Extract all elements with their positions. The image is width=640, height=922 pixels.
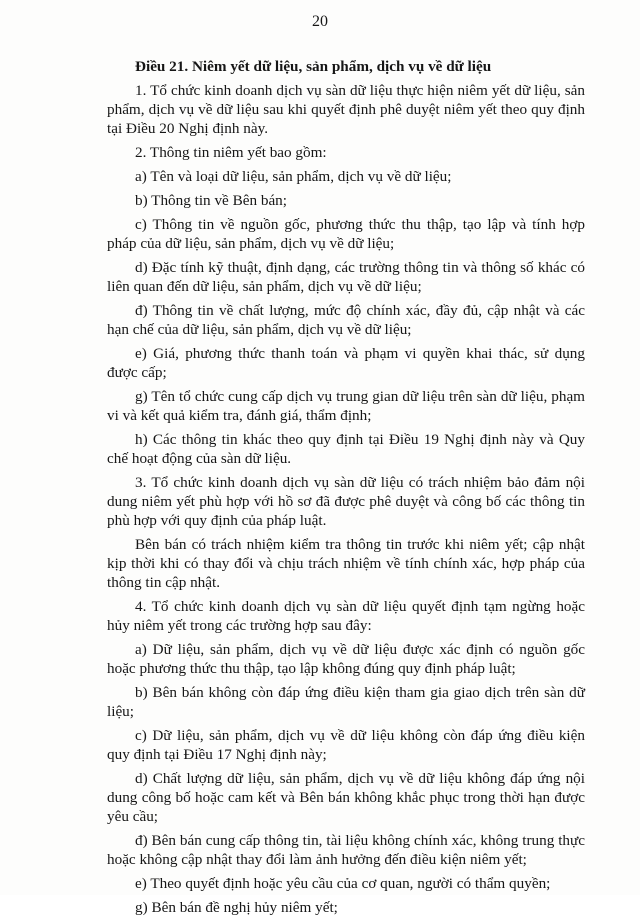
paragraph: g) Tên tổ chức cung cấp dịch vụ trung gian dữ liệu trên sàn dữ liệu, phạm vi và kết quả kiểm tra, đánh giá, thẩm định; [107, 388, 585, 424]
paragraph: đ) Bên bán cung cấp thông tin, tài liệu không chính xác, không trung thực hoặc không cập nhật thay đổi làm ảnh hưởng đến điều kiện niêm yết; [107, 832, 585, 868]
article-heading: Điều 21. Niêm yết dữ liệu, sản phẩm, dịch vụ về dữ liệu [135, 58, 492, 75]
page-number: 20 [312, 13, 328, 30]
paragraph: d) Chất lượng dữ liệu, sản phẩm, dịch vụ về dữ liệu không đáp ứng nội dung công bố hoặc cam kết và Bên bán không khắc phục trong thời hạn được yêu cầu; [107, 770, 585, 825]
paragraph: b) Thông tin về Bên bán; [135, 192, 287, 209]
paragraph: đ) Thông tin về chất lượng, mức độ chính xác, đầy đủ, cập nhật và các hạn chế của dữ liệu, sản phẩm, dịch vụ về dữ liệu; [107, 302, 585, 338]
paragraph: g) Bên bán đề nghị hủy niêm yết; [135, 899, 338, 916]
paragraph: 3. Tổ chức kinh doanh dịch vụ sàn dữ liệu có trách nhiệm bảo đảm nội dung niêm yết phù hợp với hồ sơ đã được phê duyệt và công bố các thông tin phù hợp với quy định của pháp luật. [107, 474, 585, 529]
paragraph: c) Dữ liệu, sản phẩm, dịch vụ về dữ liệu không còn đáp ứng điều kiện quy định tại Điều 17 Nghị định này; [107, 727, 585, 763]
paragraph: 4. Tổ chức kinh doanh dịch vụ sàn dữ liệu quyết định tạm ngừng hoặc hủy niêm yết trong các trường hợp sau đây: [107, 598, 585, 634]
paragraph: e) Giá, phương thức thanh toán và phạm vi quyền khai thác, sử dụng được cấp; [107, 345, 585, 381]
paragraph: 1. Tổ chức kinh doanh dịch vụ sàn dữ liệu thực hiện niêm yết dữ liệu, sản phẩm, dịch vụ về dữ liệu sau khi quyết định phê duyệt niêm yết theo quy định tại Điều 20 Nghị định này. [107, 82, 585, 137]
paragraph: Bên bán có trách nhiệm kiểm tra thông tin trước khi niêm yết; cập nhật kịp thời khi có thay đổi và chịu trách nhiệm về tính chính xác, hợp pháp của thông tin cập nhật. [107, 536, 585, 591]
paragraph: e) Theo quyết định hoặc yêu cầu của cơ quan, người có thẩm quyền; [135, 875, 551, 892]
paragraph: h) Các thông tin khác theo quy định tại Điều 19 Nghị định này và Quy chế hoạt động của sàn dữ liệu. [107, 431, 585, 467]
paragraph: a) Dữ liệu, sản phẩm, dịch vụ về dữ liệu được xác định có nguồn gốc hoặc phương thức thu thập, tạo lập không đúng quy định pháp luật; [107, 641, 585, 677]
paragraph: c) Thông tin về nguồn gốc, phương thức thu thập, tạo lập và tính hợp pháp của dữ liệu, sản phẩm, dịch vụ về dữ liệu; [107, 216, 585, 252]
paragraph: 2. Thông tin niêm yết bao gồm: [135, 144, 327, 161]
article-body [107, 57, 585, 922]
paragraph: a) Tên và loại dữ liệu, sản phẩm, dịch vụ về dữ liệu; [135, 168, 452, 185]
paragraph: d) Đặc tính kỹ thuật, định dạng, các trường thông tin và thông số khác có liên quan đến dữ liệu, sản phẩm, dịch vụ về dữ liệu; [107, 259, 585, 295]
paragraph: b) Bên bán không còn đáp ứng điều kiện tham gia giao dịch trên sàn dữ liệu; [107, 684, 585, 720]
